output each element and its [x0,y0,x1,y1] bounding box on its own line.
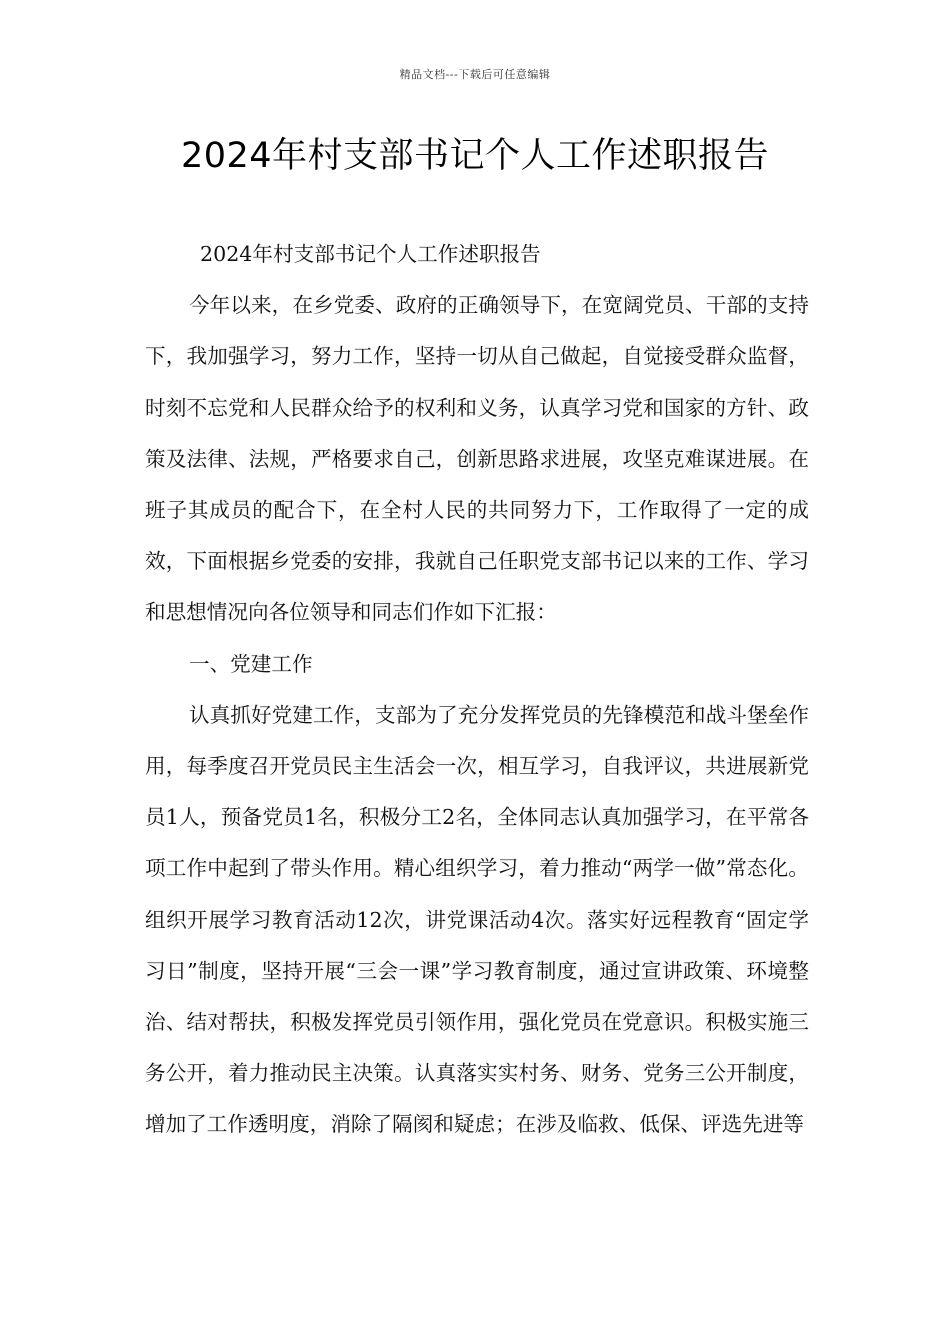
document-subtitle: 2024年村支部书记个人工作述职报告 [200,242,541,266]
document-body [145,229,809,1151]
intro-paragraph: 今年以来，在乡党委、政府的正确领导下，在宽阔党员、干部的支持下，我加强学习，努力工作，坚持一切从自己做起，自觉接受群众监督，时刻不忘党和人民群众给予的权利和义务，认真学习党和国家的方针、政策及法律、法规，严格要求自己，创新思路求进展，攻坚克难谋进展。在班子其成员的配合下，在全村人民的共同努力下，工作取得了一定的成效，下面根据乡党委的安排，我就自己任职党支部书记以来的工作、学习和思想情况向各位领导和同志们作如下汇报： [145,293,809,625]
section-heading-party-building: 一、党建工作 [189,651,313,676]
party-building-paragraph: 认真抓好党建工作，支部为了充分发挥党员的先锋模范和战斗堡垒作用，每季度召开党员民主生活会一次，相互学习，自我评议，共进展新党员1人，预备党员1名，积极分工2名，全体同志认真加强学习，在平常各项工作中起到了带头作用。精心组织学习，着力推动“两学一做”常态化。组织开展学习教育活动12次，讲党课活动4次。落实好远程教育“固定学习日”制度，坚持开展“三会一课”学习教育制度，通过宣讲政策、环境整治、结对帮扶，积极发挥党员引领作用，强化党员在党意识。积极实施三务公开，着力推动民主决策。认真落实实村务、财务、党务三公开制度，增加了工作透明度，消除了隔阂和疑虑；在涉及临救、低保、评选先进等 [145,702,809,1137]
header-note: 精品文档---下载后可任意编辑 [399,68,551,81]
document-title: 2024年村支部书记个人工作述职报告 [180,136,770,176]
